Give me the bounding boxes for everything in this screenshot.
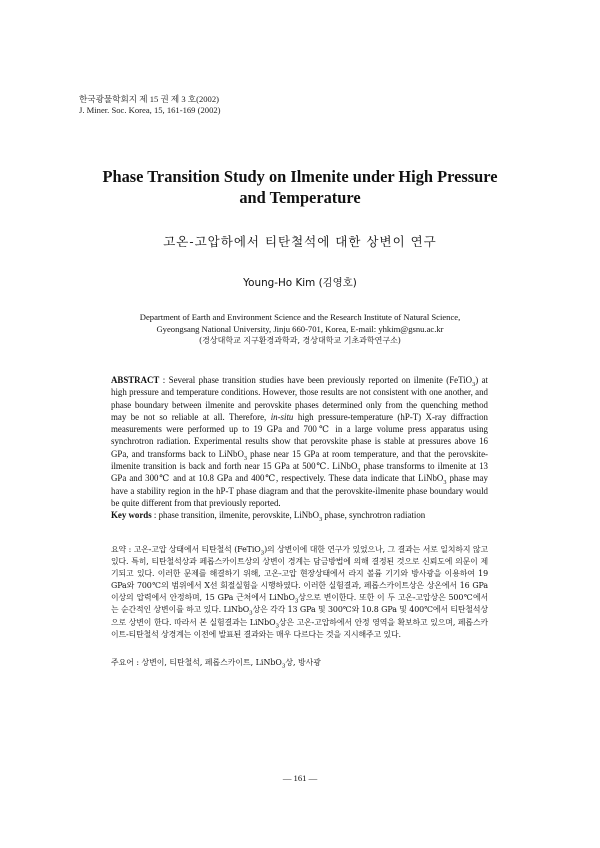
journal-header-english: J. Miner. Soc. Korea, 15, 161-169 (2002) bbox=[79, 105, 221, 115]
journal-header-korean: 한국광물학회지 제 15 권 제 3 호(2002) bbox=[79, 94, 220, 104]
korean-abstract-text-4: 상은 각각 13 GPa 및 300℃와 10.8 GPa 및 400℃에서 티탄철석상으로 상변이 한다. 따라서 본 실험결과는 LiNbO bbox=[111, 605, 488, 627]
paper-title-line-1: Phase Transition Study on Ilmenite under High Pressure bbox=[102, 167, 498, 186]
abstract-text-4: phase near 15 GPa at room temperature, and that the perovskite-ilmenite transition is back and forth near 15 GPa at 500℃. LiNbO bbox=[111, 448, 488, 472]
affiliation bbox=[60, 312, 540, 347]
korean-abstract bbox=[111, 544, 488, 641]
keywords-text-2: phase, synchrotron radiation bbox=[322, 510, 426, 520]
abstract-text-3: high pressure-temperature (hP-T) X-ray diffraction measurements were performed up to 19 GPa and 700℃ in a large volume press apparatus using synchrotron radiation. Experimental results show that perovskite phase is stable at pressures above 16 GPa, and transforms back to LiNbO bbox=[111, 411, 488, 459]
keywords bbox=[111, 509, 488, 521]
korean-keywords-text-2: 상, 방사광 bbox=[285, 658, 321, 667]
affiliation-korean: (경상대학교 지구환경과학과, 경상대학교 기초과학연구소) bbox=[199, 336, 401, 346]
abstract-text-2: ) at high pressure and temperature conditions. However, those results are not consistent with one another, and phase boundary between ilmenite and perovskite phases determined only from the quenching method may be not so reliable at all. Therefore, bbox=[111, 375, 488, 422]
abstract-text-1: : Several phase transition studies have been previously reported on ilmenite (FeTiO bbox=[159, 375, 473, 385]
subscript: 3 bbox=[357, 466, 361, 474]
subscript: 3 bbox=[275, 623, 279, 630]
korean-abstract-text-1: 요약 : 고온-고압 상태에서 티탄철석 (FeTiO bbox=[111, 545, 261, 554]
author-name: Young-Ho Kim (김영호) bbox=[243, 277, 357, 289]
paper-title-line-2: and Temperature bbox=[239, 188, 361, 207]
keywords-label: Key words bbox=[111, 510, 152, 520]
journal-header bbox=[79, 94, 221, 116]
subscript: 3 bbox=[281, 663, 286, 670]
korean-abstract-text-2: )의 상변이에 대한 연구가 있었으나, 그 결과는 서로 일치하지 않고 있다. 특히, 티탄철석상과 페롭스카이트상의 상변이 경계는 담금방법에 의해 결정된 것으로 신뢰도에 의문이 제기되고 있다. 이러한 문제를 해결하기 위해, 고온-고압 현장상태에서 라지 볼륨 기기와 방사광을 이용하여 19 GPa와 700℃의 범위에서 X선 회절실험을 시행하였다. 이러한 실험결과, 페롭스카이트상은 상온에서 16 GPa 이상의 압력에서 안정하며, 15 GPa 근처에서 LiNbO bbox=[111, 545, 488, 603]
page-number: — 161 — bbox=[282, 773, 318, 783]
subscript: 3 bbox=[319, 515, 323, 523]
paper-title bbox=[60, 166, 540, 208]
keywords-text-1: : phase transition, ilmenite, perovskite, LiNbO bbox=[151, 510, 320, 520]
abstract-text-5: phase transforms to ilmenite at 13 GPa and 300℃ and at 10.8 GPa and 400℃, respectively. These data indicate that LiNbO bbox=[111, 461, 488, 484]
abstract-label: ABSTRACT bbox=[111, 375, 160, 385]
subscript: 3 bbox=[260, 550, 265, 557]
subscript: 3 bbox=[294, 598, 299, 605]
korean-keywords-text-1: 주요어 : 상변이, 티탄철석, 페롭스카이트, LiNbO bbox=[111, 658, 282, 667]
affiliation-line-2: Gyeongsang National University, Jinju 660-701, Korea, E-mail: yhkim@gsnu.ac.kr bbox=[156, 323, 444, 334]
abstract bbox=[111, 374, 488, 509]
subscript: 3 bbox=[249, 611, 253, 618]
subscript: 3 bbox=[472, 380, 476, 388]
korean-keywords bbox=[111, 657, 488, 669]
subscript: 3 bbox=[243, 454, 247, 462]
korean-title: 고온-고압하에서 티탄철석에 대한 상변이 연구 bbox=[163, 234, 437, 249]
korean-abstract-text-5: 상은 고온-고압하에서 안정 영역을 확보하고 있으며, 페롭스카이트-티탄철석 상경계는 이전에 발표된 결과와는 매우 다르다는 것을 지시해주고 있다. bbox=[111, 617, 488, 639]
abstract-italic-in-situ: in-situ bbox=[270, 411, 294, 422]
abstract-text-6: phase may have a stability region in the hP-T phase diagram and that the perovskite-ilmenite phase boundary would be quite different from that previously reported. bbox=[111, 473, 488, 508]
affiliation-line-1: Department of Earth and Environment Science and the Research Institute of Natural Science, bbox=[139, 312, 461, 322]
korean-abstract-text-3: 상으로 변이한다. 또한 이 두 고온-고압상은 500℃에서는 순간적인 상변이를 하고 있다. LiNbO bbox=[111, 593, 488, 615]
subscript: 3 bbox=[443, 479, 447, 487]
